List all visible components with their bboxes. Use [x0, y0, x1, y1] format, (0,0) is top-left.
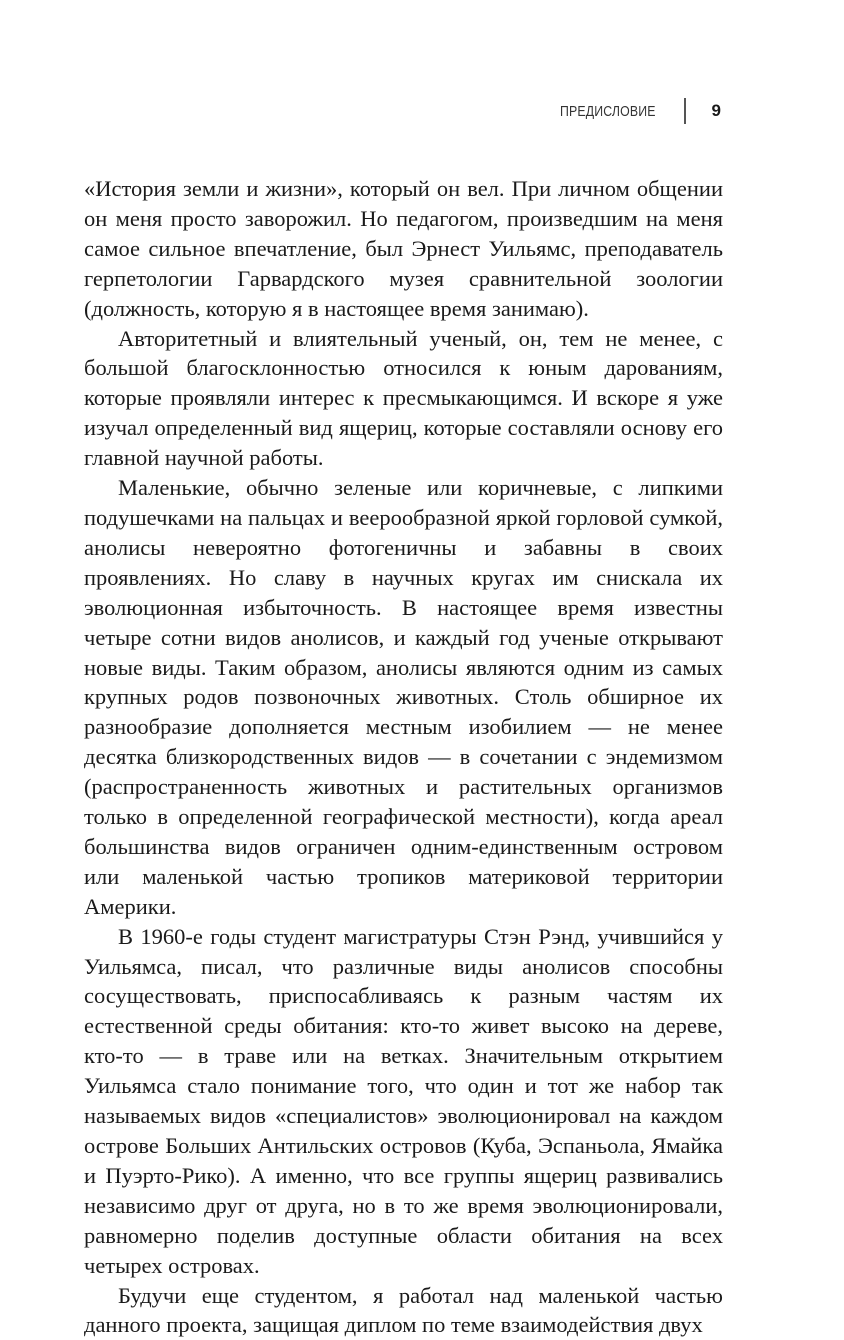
paragraph-2: Авторитетный и влиятельный ученый, он, тем не менее, с большой благосклонностью относился к юным дарованиям, которые проявляли интерес к пресмыкающимся. И вскоре я уже изучал определенный вид ящериц, которые составляли основу его главной научной работы. [84, 325, 723, 471]
paragraph-5: Будучи еще студентом, я работал над маленькой частью данного проекта, защищая диплом по теме взаимодействия двух [84, 1282, 723, 1338]
paragraph-3: Маленькие, обычно зеленые или коричневые, с липкими подушечками на пальцах и веерообразной яркой горловой сумкой, анолисы невероятно фотогеничны и забавны в своих проявлениях. Но славу в научных кругах им снискала их эволюционная избыточность. В настоящее время известны четыре сотни видов анолисов, и каждый год ученые открывают новые виды. Таким образом, анолисы являются одним из самых крупных родов позвоночных животных. Столь обширное их разнообразие дополняется местным изобилием — не менее десятка близкородственных видов — в сочетании с эндемизмом (распространенность животных и растительных организмов только в определенной географической местности), когда ареал большинства видов ограничен одним-единственным островом или маленькой частью тропиков материковой территории Америки. [84, 475, 723, 919]
header-divider [684, 98, 686, 124]
body-text [84, 174, 723, 1340]
running-head [539, 96, 721, 126]
section-title: ПРЕДИСЛОВИЕ [560, 102, 657, 120]
paragraph-4: В 1960-е годы студент магистратуры Стэн Рэнд, учившийся у Уильямса, писал, что различные виды анолисов способны сосуществовать, приспосабливаясь к разным частям их естественной среды обитания: кто-то живет высоко на дереве, кто-то — в траве или на ветках. Значительным открытием Уильямса стало понимание того, что один и тот же набор так называемых видов «специалистов» эволюционировал на каждом острове Больших Антильских островов (Куба, Эспаньола, Ямайка и Пуэрто-Рико). А именно, что все группы ящериц развивались независимо друг от друга, но в то же время эволюционировали, равномерно поделив доступные области обитания на всех четырех островах. [84, 923, 723, 1278]
page-number: 9 [711, 101, 721, 120]
paragraph-1: «История земли и жизни», который он вел. При личном общении он меня просто заворожил. Но педагогом, произведшим на меня самое сильное впечатление, был Эрнест Уильямс, преподаватель герпетологии Гарвардского музея сравнительной зоологии (должность, которую я в настоящее время занимаю). [84, 176, 723, 321]
